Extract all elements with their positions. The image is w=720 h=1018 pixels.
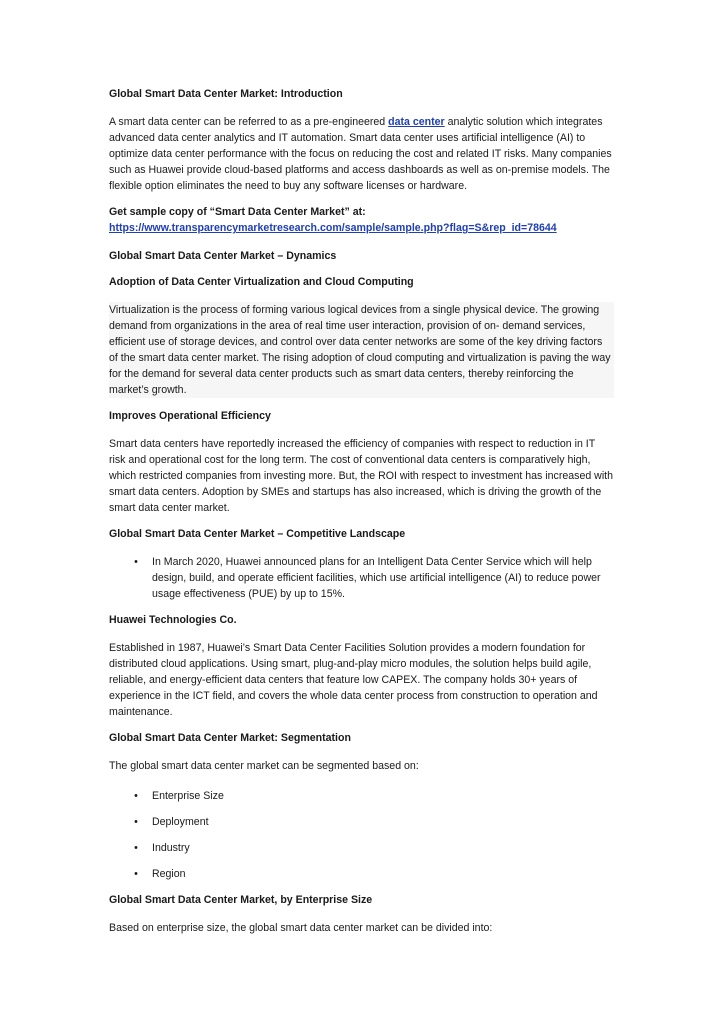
competitive-bullet-list [109,554,614,602]
intro-text-end: analytic solution which integrates advanced data center analytics and IT automation. Smart data center uses artificial intelligence (AI) to optimize data center performance with the focus on reducing the cost and related IT risks. Many companies such as Huawei provide cloud-based platforms and access dashboards as well as on-premise models. The flexible option eliminates the need to buy any software licenses or hardware. [109,116,612,192]
segmentation-heading: Global Smart Data Center Market: Segmentation [109,732,351,744]
segmentation-bullet-list [109,788,614,882]
huawei-paragraph: Established in 1987, Huawei’s Smart Data Center Facilities Solution provides a modern foundation for distributed cloud applications. Using smart, plug-and-play micro modules, the solution helps build agile, reliable, and energy-efficient data centers that feature low CAPEX. The company holds 30+ years of experience in the ICT field, and covers the whole data center process from construction to operation and maintenance. [109,642,598,718]
bullet-icon: • [134,556,138,568]
dynamics-heading: Global Smart Data Center Market – Dynamics [109,250,337,262]
list-item [109,814,614,830]
efficiency-paragraph: Smart data centers have reportedly increased the efficiency of companies with respect to reduction in IT risk and operational cost for the long term. The cost of conventional data centers is comparatively high, which restricted companies from investing more. But, the ROI with respect to investment has increased with smart data centers. Adoption by SMEs and startups has also increased, which is driving the growth of the smart data center market. [109,438,614,514]
enterprise-size-heading: Global Smart Data Center Market, by Enterprise Size [109,894,373,906]
intro-paragraph [109,114,614,194]
list-item [109,866,614,882]
bullet-icon: • [134,816,138,828]
efficiency-heading: Improves Operational Efficiency [109,410,271,422]
list-item-text: Industry [152,842,190,854]
bullet-icon: • [134,868,138,880]
competitive-landscape-heading: Global Smart Data Center Market – Competitive Landscape [109,528,406,540]
document-page [109,86,614,936]
data-center-link[interactable]: data center [388,116,445,128]
bullet-icon: • [134,790,138,802]
bullet-icon: • [134,842,138,854]
intro-heading: Global Smart Data Center Market: Introduction [109,88,343,100]
enterprise-size-paragraph: Based on enterprise size, the global smart data center market can be divided into: [109,922,493,934]
list-item [109,840,614,856]
list-item-text: Enterprise Size [152,790,224,802]
list-item [109,554,614,602]
sample-copy-paragraph [109,204,614,236]
sample-copy-label: Get sample copy of “Smart Data Center Market” at: [109,206,366,218]
virtualization-paragraph: Virtualization is the process of forming various logical devices from a single physical device. The growing demand from organizations in the area of real time user interaction, provision of on- demand services, efficient use of storage devices, and control over data center networks are some of the key driving factors of the smart data center market. The rising adoption of cloud computing and virtualization is paving the way for the demand for several data center products such as smart data centers, thereby reinforcing the market’s growth. [109,302,614,398]
sample-copy-link[interactable]: https://www.transparencymarketresearch.com/sample/sample.php?flag=S&rep_id=78644 [109,222,557,234]
list-item-text: Deployment [152,816,209,828]
list-item-text: Region [152,868,186,880]
list-item-text: In March 2020, Huawei announced plans for an Intelligent Data Center Service which will help design, build, and operate efficient facilities, which use artificial intelligence (AI) to reduce power usage effectiveness (PUE) by up to 15%. [152,556,601,600]
segmentation-paragraph: The global smart data center market can be segmented based on: [109,760,419,772]
intro-text-start: A smart data center can be referred to as a pre-engineered [109,116,389,128]
virtualization-heading: Adoption of Data Center Virtualization and Cloud Computing [109,276,414,288]
list-item [109,788,614,804]
huawei-heading: Huawei Technologies Co. [109,614,237,626]
